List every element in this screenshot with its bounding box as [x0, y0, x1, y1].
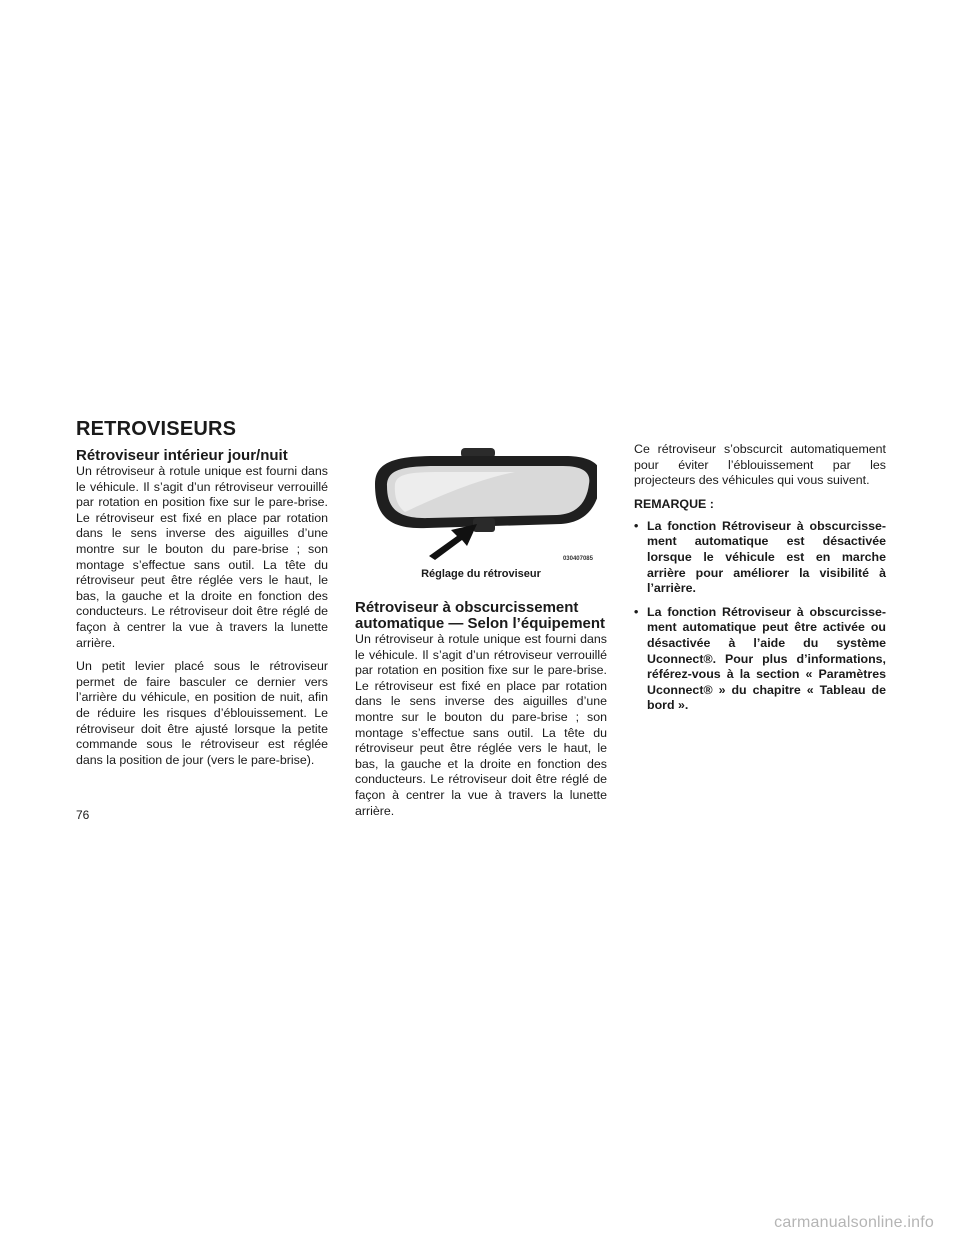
auto-dimming-paragraph-1: Un rétroviseur à rotule unique est fourni dans le véhicule. Il s’agit d’un rétroviseur verrouillé par rotation en position fixe sur le pare-brise. Le rétroviseur est fixé en place par rotation dans le sens inverse des aiguilles d’une montre sur le bouton du pare-brise ; son montage s’effectue sans outil. La tête du rétroviseur peut être réglée vers le haut, le bas, la gauche et la droite en fonction des conducteurs. Le rétroviseur doit être réglé de façon à centrer la vue à travers la lunette arrière.: [355, 632, 607, 818]
figure-code: 030407085: [562, 556, 593, 562]
note-item: [634, 519, 886, 597]
page-number: 76: [76, 808, 90, 822]
heading-day-night-mirror: Rétroviseur intérieur jour/nuit: [76, 447, 288, 464]
mirror-adjustment-figure: [365, 418, 597, 562]
bullet-icon: •: [634, 604, 639, 619]
remark-label: REMARQUE :: [634, 496, 714, 511]
auto-dimming-paragraph-2: Ce rétroviseur s’obscurcit automatiquement pour éviter l’éblouissement par les projecteurs des véhicules qui vous suivent.: [634, 442, 886, 488]
note-text: La fonction Rétroviseur à obscurcisse- ment automatique peut être activée ou désactivée à l’aide du système Uconnect®. Pour plus d’informations, référez-vous à la section « Paramètres Uconnect® » du chapitre « Tableau de bord ».: [647, 604, 886, 713]
section-title: RETROVISEURS: [76, 418, 237, 440]
heading-auto-dimming-mirror: [355, 600, 607, 632]
right-column: [634, 442, 886, 722]
figure-caption: Réglage du rétroviseur: [421, 568, 541, 580]
heading-auto-dimming-line1: Rétroviseur à obscurcissement: [355, 599, 579, 616]
rearview-mirror-illustration: [365, 418, 597, 562]
middle-column: [355, 418, 607, 827]
day-night-paragraph-1: Un rétroviseur à rotule unique est fourni dans le véhicule. Il s’agit d’un rétroviseur verrouillé par rotation en position fixe sur le pare-brise. Le rétroviseur est fixé en place par rotation dans le sens inverse des aiguilles d’une montre sur le bouton du pare-brise ; son montage s’effectue sans outil. La tête du rétroviseur peut être réglée vers le haut, le bas, la gauche et la droite en fonction des conducteurs. Le rétroviseur doit être réglé de façon à centrer la vue à travers la lunette arrière.: [76, 464, 328, 650]
day-night-paragraph-2: Un petit levier placé sous le rétroviseur permet de faire basculer ce dernier vers l’arrière du véhicule, en position de nuit, afin de réduire les risques d’éblouissement. Le rétroviseur doit être ajusté lorsque la petite commande sous le rétroviseur est réglée dans la position de jour (vers le pare-brise).: [76, 659, 328, 767]
remark-notes: [634, 519, 886, 714]
watermark-link[interactable]: carmanualsonline.info: [774, 1214, 934, 1231]
bullet-icon: •: [634, 518, 639, 533]
left-column: [76, 448, 328, 776]
note-item: [634, 605, 886, 714]
heading-auto-dimming-line2: automatique — Selon l’équipement: [355, 615, 606, 632]
note-text: La fonction Rétroviseur à obscurcisse- ment automatique est désactivée lorsque le véhicule est en marche arrière pour améliorer la visibilité à l’arrière.: [647, 518, 886, 596]
